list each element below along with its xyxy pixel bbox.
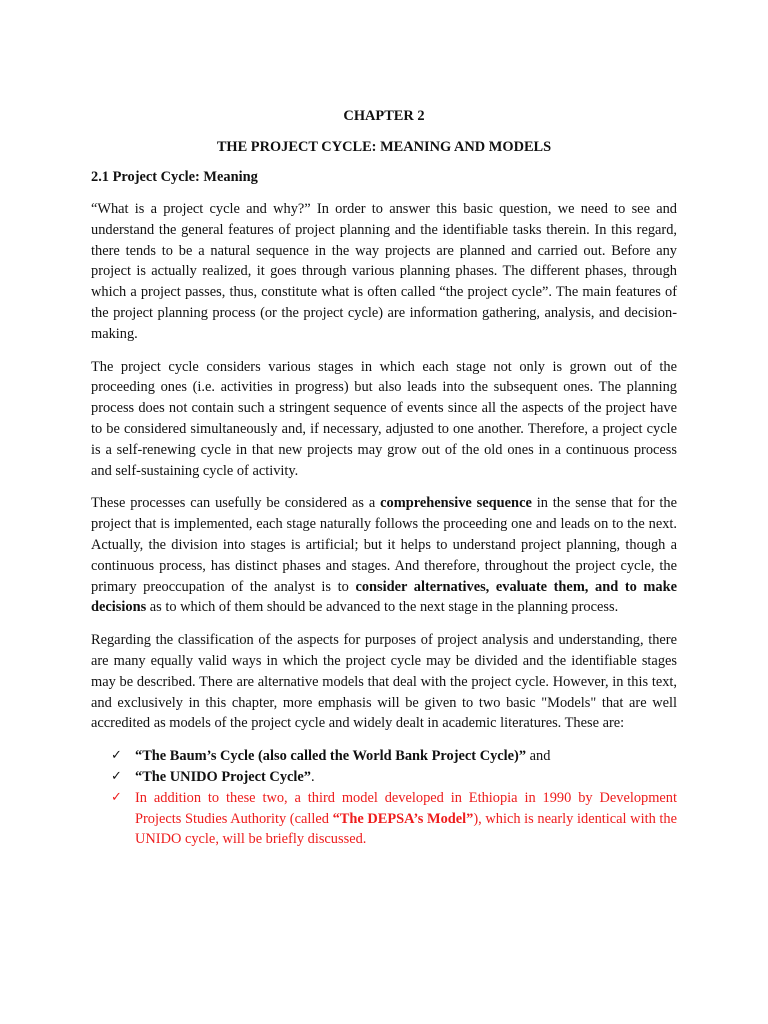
paragraph-3 — [91, 493, 677, 618]
list-item-emphasis: “The Baum’s Cycle (also called the World Bank Project Cycle)” — [135, 748, 527, 765]
list-item-baum-cycle — [91, 746, 677, 767]
chapter-label: CHAPTER 2 — [343, 108, 425, 124]
paragraph-3-emphasis: comprehensive sequence — [380, 495, 532, 512]
checkmark-icon: ✓ — [111, 789, 122, 805]
checkmark-icon: ✓ — [111, 768, 122, 784]
models-list — [91, 746, 677, 850]
list-item-emphasis: “The DEPSA’s Model” — [332, 810, 474, 827]
list-item-text: and — [526, 748, 551, 765]
paragraph-4: Regarding the classification of the aspects for purposes of project analysis and understanding, there are many equally valid ways in which the project cycle may be divided and the identifiable stages may be described. There are alternative models that deal with the project cycle. However, in this text, and exclusively in this chapter, more emphasis will be given to two basic "Models" that are well accredited as models of the project cycle and widely dealt in academic literatures. These are: — [91, 632, 677, 732]
list-item-text: In addition to these two, a third model developed in Ethiopia in 1990 by Development Projects Studies Authority (called — [135, 789, 677, 827]
section-heading: 2.1 Project Cycle: Meaning — [91, 169, 258, 185]
paragraph-3-text: in the sense that for the project that is implemented, each stage naturally follows the proceeding one and leads on to the next. Actually, the division into stages is artificial; but it helps to understand project planning, though a continuous process, has distinct phases and stages. And therefore, throughout the project cycle, the primary preoccupation of the analyst is to — [91, 495, 677, 595]
paragraph-2: The project cycle considers various stages in which each stage not only is grown out of the proceeding ones (i.e. activities in progress) but also leads into the subsequent ones. The planning process does not contain such a stringent sequence of events since all the aspects of the project have to be considered simultaneously and, if necessary, adjusted to one another. Therefore, a project cycle is a self-renewing cycle in that new projects may grow out of the old ones in a continuous process and self-sustaining cycle of activity. — [91, 358, 677, 479]
list-item-text: . — [310, 768, 315, 785]
list-item-text: ), which is nearly identical with the UNIDO cycle, will be briefly discussed. — [135, 810, 677, 848]
list-item-unido-cycle — [91, 767, 677, 788]
chapter-title: THE PROJECT CYCLE: MEANING AND MODELS — [216, 139, 552, 155]
paragraph-3-emphasis: consider alternatives, evaluate them, and to make decisions — [91, 578, 677, 616]
paragraph-1: “What is a project cycle and why?” In order to answer this basic question, we need to see and understand the general features of project planning and the identifiable tasks therein. In this regard, there tends to be a natural sequence in the way projects are planned and carried out. Before any project is actually realized, it goes through various planning phases. The different phases, through which a project passes, thus, constitute what is often called “the project cycle”. The main features of the project planning process (or the project cycle) are information gathering, analysis, and decision-making. — [91, 201, 677, 342]
page-content — [91, 106, 677, 850]
list-item-emphasis: “The UNIDO Project Cycle” — [135, 768, 311, 785]
checkmark-icon: ✓ — [111, 748, 122, 764]
paragraph-3-text: These processes can usefully be considered as a — [91, 495, 381, 512]
list-item-depsa-model — [91, 788, 677, 850]
paragraph-3-text: as to which of them should be advanced to the next stage in the planning process. — [146, 599, 619, 616]
